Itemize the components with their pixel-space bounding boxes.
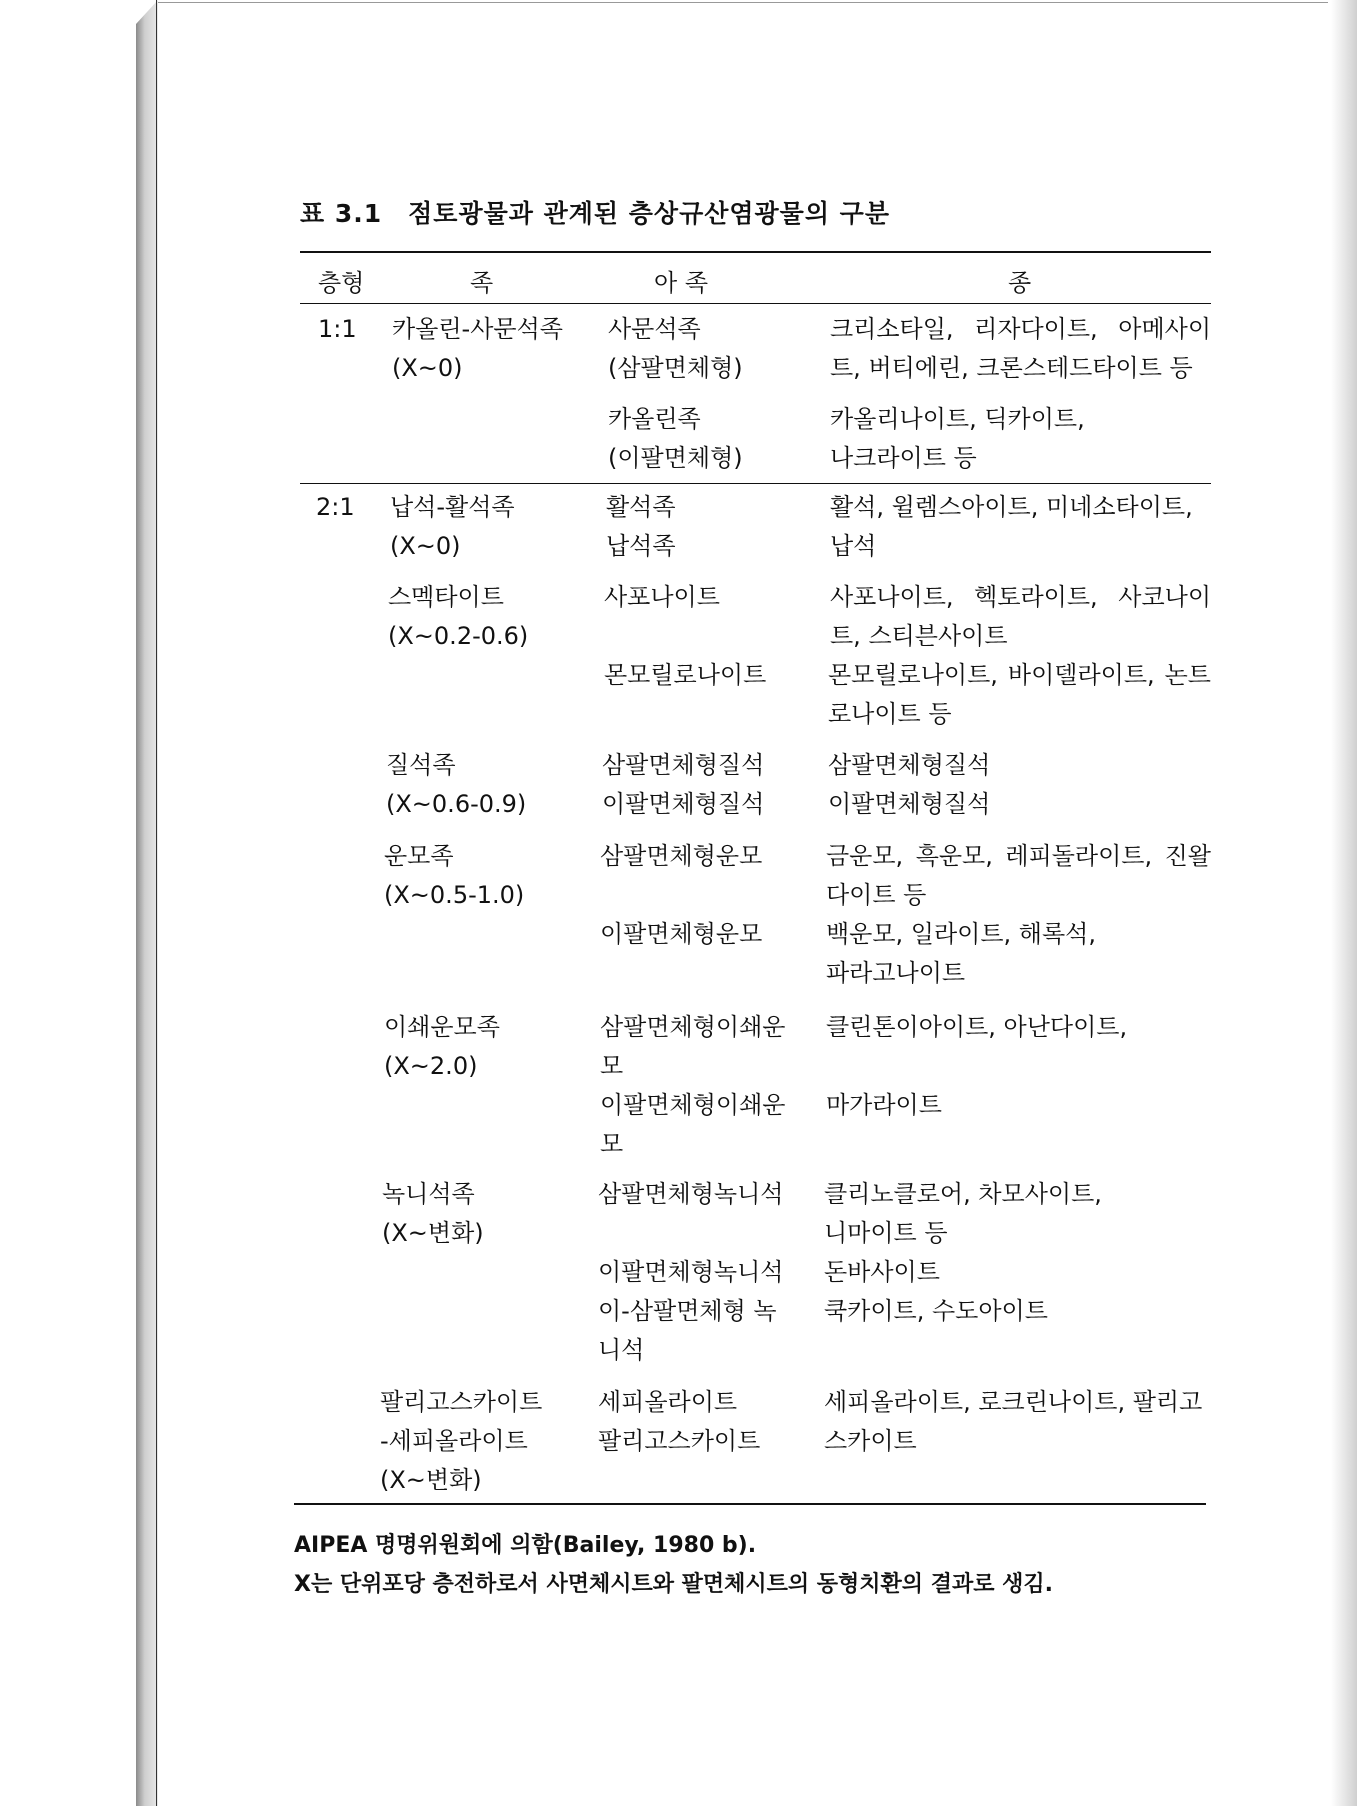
species-line: 백운모, 일라이트, 해록석, [826,920,1096,948]
group-line: 납석-활석족 [390,493,515,521]
species-line: 다이트 등 [826,881,927,909]
species-line: 스카이트 [824,1427,917,1455]
species-cell [830,617,1008,656]
subgroup-line: 이팔면체형이쇄운 [600,1091,786,1119]
subgroup-line: 이-삼팔면체형 녹 [598,1297,777,1325]
species-line: 클린톤이아이트, 아난다이트, [826,1013,1128,1041]
subgroup-cell [598,1175,783,1214]
subgroup-line: 삼팔면체형운모 [600,842,763,870]
subgroup-cell [598,1253,783,1370]
species-line: 몬모릴로나이트, 바이델라이트, 논트 [828,661,1211,689]
subgroup-line: 모 [600,1130,624,1158]
group-line: 운모족 [384,842,454,870]
species-line: 돈바사이트 [824,1258,940,1286]
subgroup-cell [604,578,720,617]
spine-corner [136,0,158,24]
subgroup-line: 삼팔면체형질석 [602,751,765,779]
subgroup-line: 납석족 [606,532,676,560]
species-cell [828,656,1211,695]
table-note: X는 단위포당 층전하로서 사면체시트와 팔면체시트의 동형치환의 결과로 생김. [294,1572,1053,1597]
species-line: 납석 [830,532,877,560]
subgroup-line: (이팔면체형) [608,444,743,472]
group-line: (X~변화) [380,1466,482,1494]
subgroup-line: 팔리고스카이트 [598,1427,761,1455]
species-cell [826,1008,1127,1047]
group-cell [380,1461,482,1500]
subgroup-line: 삼팔면체형녹니석 [598,1180,784,1208]
species-cell [826,1086,942,1125]
subgroup-line: 이팔면체형운모 [600,920,763,948]
subgroup-cell [602,746,764,824]
subgroup-cell [606,488,676,566]
group-line: (X~0) [392,354,463,382]
species-line: 트, 버티에린, 크론스테드타이트 등 [830,354,1193,382]
group-line: 이쇄운모족 [384,1013,500,1041]
species-line: 금운모, 흑운모, 레피돌라이트, 진왈 [826,842,1211,870]
group-cell [390,488,515,566]
species-line: 파라고나이트 [826,959,966,987]
species-line: 사포나이트, 헥토라이트, 사코나이 [830,583,1211,611]
header-rule [300,303,1211,304]
table-top-rule [300,251,1211,253]
group-cell [380,1383,564,1422]
group-line: (X~0.2-0.6) [388,622,529,650]
species-cell [828,746,990,824]
species-cell [830,310,1211,349]
species-line: 마가라이트 [826,1091,942,1119]
species-line: 이팔면체형질석 [828,790,991,818]
species-line: 세피올라이트, 로크린나이트, 팔리고 [824,1388,1203,1416]
table-title: 점토광물과 관계된 층상규산염광물의 구분 [408,199,890,228]
group-cell [386,746,526,824]
group-line: -세피올라이트 [380,1427,528,1455]
subgroup-line: 몬모릴로나이트 [604,661,767,689]
group-line: (X~2.0) [384,1052,478,1080]
species-line: 활석, 윌렘스아이트, 미네소타이트, [830,493,1193,521]
subgroup-cell [600,1008,785,1086]
subgroup-line: 카올린족 [608,405,701,433]
header-subgroup: 아 족 [654,269,708,297]
subgroup-cell [608,400,743,478]
header-species: 종 [1008,269,1032,297]
species-cell [826,915,1096,993]
species-cell [826,837,1211,876]
subgroup-line: (삼팔면체형) [608,354,743,382]
group-line: (X~0) [390,532,461,560]
group-cell [382,1175,484,1253]
subgroup-cell [600,1086,785,1164]
species-line: 클리노클로어, 차모사이트, [824,1180,1102,1208]
species-cell [830,488,1193,566]
species-line: 쿡카이트, 수도아이트 [824,1297,1048,1325]
species-line: 트, 스티븐사이트 [830,622,1008,650]
subgroup-line: 니석 [598,1336,645,1364]
subgroup-line: 이팔면체형질석 [602,790,765,818]
species-cell [824,1383,1202,1461]
header-group: 족 [470,269,494,297]
species-line: 삼팔면체형질석 [828,751,991,779]
page-shadow [1331,0,1357,1806]
species-line: 크리소타일, 리자다이트, 아메사이 [830,315,1211,343]
page-edge [156,0,157,1806]
group-line: (X~변화) [382,1219,484,1247]
subgroup-cell [604,656,766,695]
group-line: 스멕타이트 [388,583,504,611]
species-cell [828,695,952,734]
page-top-edge [158,2,1328,3]
subgroup-line: 활석족 [606,493,676,521]
species-cell [830,578,1211,617]
species-cell [826,876,926,915]
subgroup-cell [600,915,762,954]
group-line: (X~0.5-1.0) [384,881,525,909]
species-line: 나크라이트 등 [830,444,977,472]
group-cell [384,1008,500,1086]
subgroup-cell [608,310,743,388]
species-line: 니마이트 등 [824,1219,948,1247]
group-cell [380,1422,564,1461]
layer-type-cell: 1:1 [318,315,357,343]
group-line: (X~0.6-0.9) [386,790,527,818]
table-bottom-rule [294,1503,1206,1505]
section-rule [300,483,1211,484]
group-cell [384,837,524,915]
species-line: 로나이트 등 [828,700,952,728]
table-caption [300,194,890,230]
book-spine [136,0,158,1806]
species-line: 카올리나이트, 딕카이트, [830,405,1085,433]
group-line: 질석족 [386,751,456,779]
layer-type-cell: 2:1 [316,493,355,521]
header-layer: 층형 [318,269,365,297]
species-cell [824,1175,1102,1253]
species-cell [824,1253,1048,1331]
subgroup-line: 세피올라이트 [598,1388,738,1416]
group-line: 녹니석족 [382,1180,475,1208]
subgroup-line: 사포나이트 [604,583,720,611]
group-line: 카올린-사문석족 [392,315,563,343]
species-cell [830,349,1193,388]
subgroup-line: 사문석족 [608,315,701,343]
table-number: 표 3.1 [300,199,383,228]
subgroup-line: 이팔면체형녹니석 [598,1258,784,1286]
group-cell [392,310,563,388]
group-line: 팔리고스카이트 [380,1388,543,1416]
subgroup-line: 삼팔면체형이쇄운 [600,1013,786,1041]
subgroup-line: 모 [600,1052,624,1080]
group-cell [388,578,528,656]
subgroup-cell [598,1383,760,1461]
species-cell [830,400,1085,478]
table-note: AIPEA 명명위원회에 의함(Bailey, 1980 b). [294,1533,757,1558]
subgroup-cell [600,837,762,876]
